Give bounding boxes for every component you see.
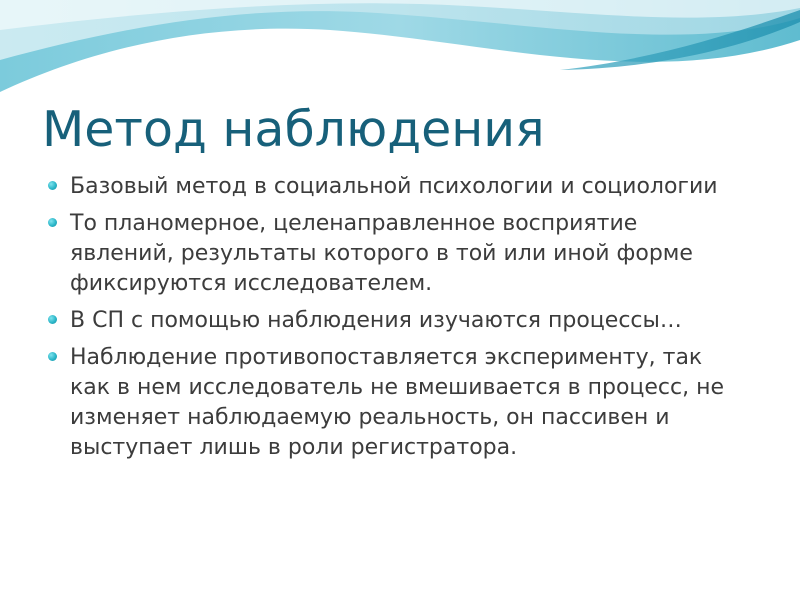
bullet-text: Базовый метод в социальной психологии и социологии [70,174,718,199]
wave-header-decoration [0,0,800,110]
bullet-item [46,306,736,336]
bullet-item [46,209,736,299]
bullet-text: Наблюдение противопоставляется эксперименту, так как в нем исследователь не вмешивается в процесс, не изменяет наблюдаемую реальность, он пассивен и выступает лишь в роли регистратора. [70,345,725,460]
bullet-dot-icon [48,218,57,227]
bullet-text: То планомерное, целенаправленное восприятие явлений, результаты которого в той или иной форме фиксируются исследователем. [70,211,693,296]
bullet-dot-icon [48,181,57,190]
bullet-list [46,172,736,470]
bullet-text: В СП с помощью наблюдения изучаются процессы… [70,308,682,333]
bullet-dot-icon [48,352,57,361]
bullet-item [46,172,736,202]
bullet-dot-icon [48,315,57,324]
slide-title: Метод наблюдения [42,101,545,158]
bullet-item [46,343,736,463]
